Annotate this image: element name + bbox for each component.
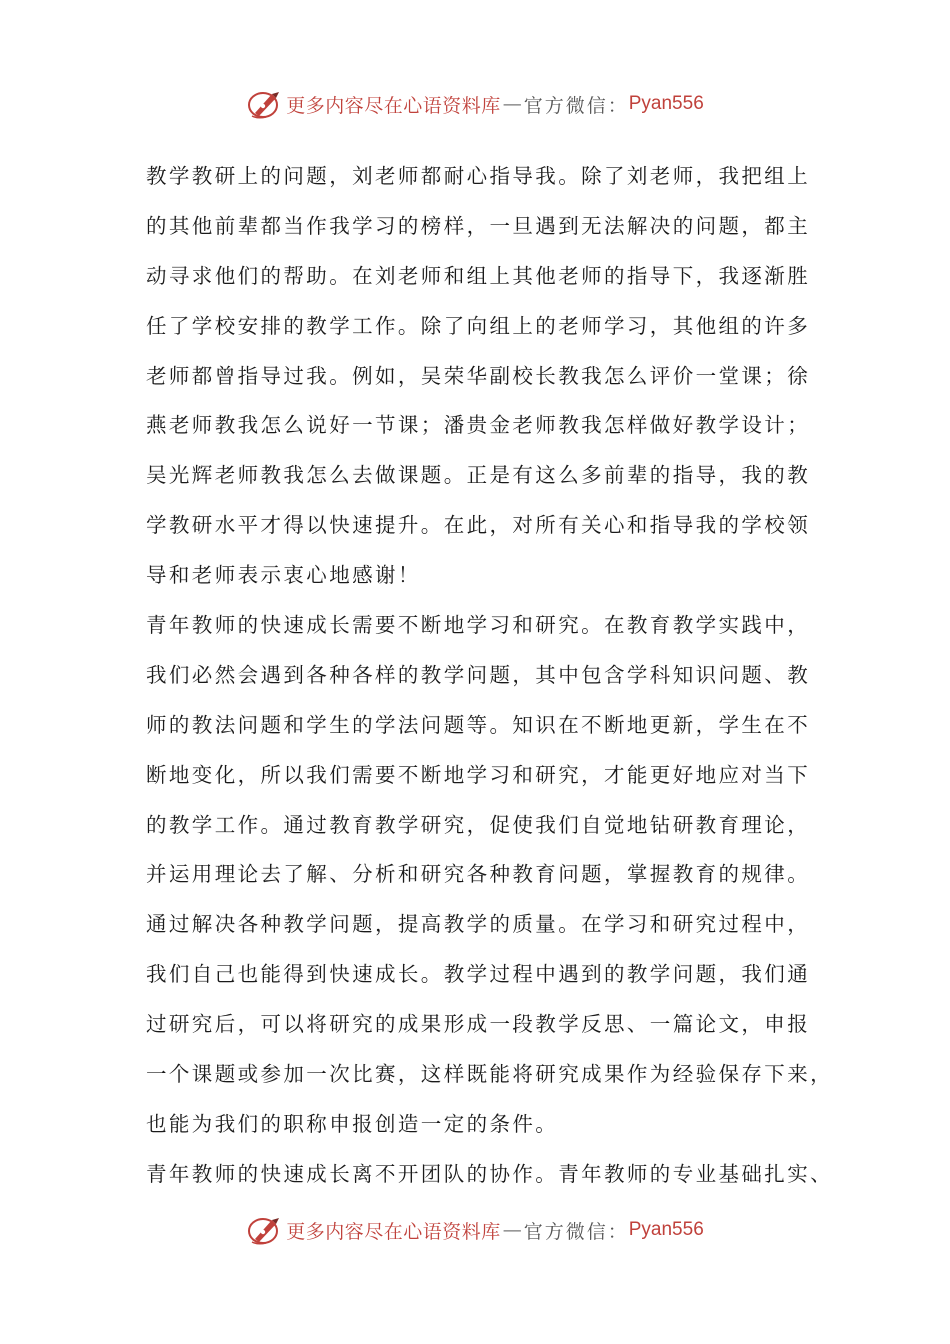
body-line: 任了学校安排的教学工作。除了向组上的老师学习，其他组的许多 (146, 313, 811, 338)
footer-banner (0, 1208, 950, 1252)
body-line: 师的教法问题和学生的学法问题等。知识在不断地更新，学生在不 (146, 712, 811, 737)
body-line: 动寻求他们的帮助。在刘老师和组上其他老师的指导下，我逐渐胜 (146, 263, 811, 288)
footer-wechat-id: Pyan556 (628, 1219, 704, 1240)
body-line: 的其他前辈都当作我学习的榜样，一旦遇到无法解决的问题，都主 (146, 213, 811, 238)
pen-nib-logo-icon (246, 86, 282, 122)
body-line: 我们自己也能得到快速成长。教学过程中遇到的教学问题，我们通 (146, 962, 811, 987)
banner-promo-text: 更多内容尽在心语资料库 (286, 94, 501, 117)
body-line: 学教研水平才得以快速提升。在此，对所有关心和指导我的学校领 (146, 513, 811, 538)
body-line: 我们必然会遇到各种各样的教学问题，其中包含学科知识问题、教 (146, 662, 811, 687)
banner-separator: — (502, 93, 522, 115)
body-line: 青年教师的快速成长需要不断地学习和研究。在教育教学实践中， (146, 613, 811, 638)
body-line: 通过解决各种教学问题，提高教学的质量。在学习和研究过程中， (146, 912, 811, 937)
body-line: 过研究后，可以将研究的成果形成一段教学反思、一篇论文，申报 (146, 1012, 811, 1037)
header-banner (0, 82, 950, 126)
body-line: 老师都曾指导过我。例如，吴荣华副校长教我怎么评价一堂课；徐 (146, 363, 811, 388)
body-line: 导和老师表示衷心地感谢！ (146, 563, 421, 588)
pen-nib-logo-icon (246, 1212, 282, 1248)
document-body (146, 152, 833, 1200)
body-line: 的教学工作。通过教育教学研究，促使我们自觉地钻研教育理论， (146, 812, 811, 837)
body-line: 青年教师的快速成长离不开团队的协作。青年教师的专业基础扎实、 (146, 1161, 833, 1186)
footer-separator: — (502, 1219, 522, 1241)
body-line: 教学教研上的问题，刘老师都耐心指导我。除了刘老师，我把组上 (146, 164, 811, 188)
banner-wechat-id: Pyan556 (628, 93, 704, 114)
body-line: 一个课题或参加一次比赛，这样既能将研究成果作为经验保存下来， (146, 1062, 833, 1087)
footer-promo-text: 更多内容尽在心语资料库 (286, 1220, 501, 1243)
body-line: 并运用理论去了解、分析和研究各种教育问题，掌握教育的规律。 (146, 862, 811, 887)
body-line: 吴光辉老师教我怎么去做课题。正是有这么多前辈的指导，我的教 (146, 463, 811, 488)
body-line: 也能为我们的职称申报创造一定的条件。 (146, 1111, 559, 1136)
footer-official-label: 官方微信： (523, 1220, 629, 1243)
body-line: 燕老师教我怎么说好一节课；潘贵金老师教我怎样做好教学设计； (146, 413, 811, 438)
banner-official-label: 官方微信： (523, 94, 629, 117)
body-line: 断地变化，所以我们需要不断地学习和研究，才能更好地应对当下 (146, 762, 811, 787)
